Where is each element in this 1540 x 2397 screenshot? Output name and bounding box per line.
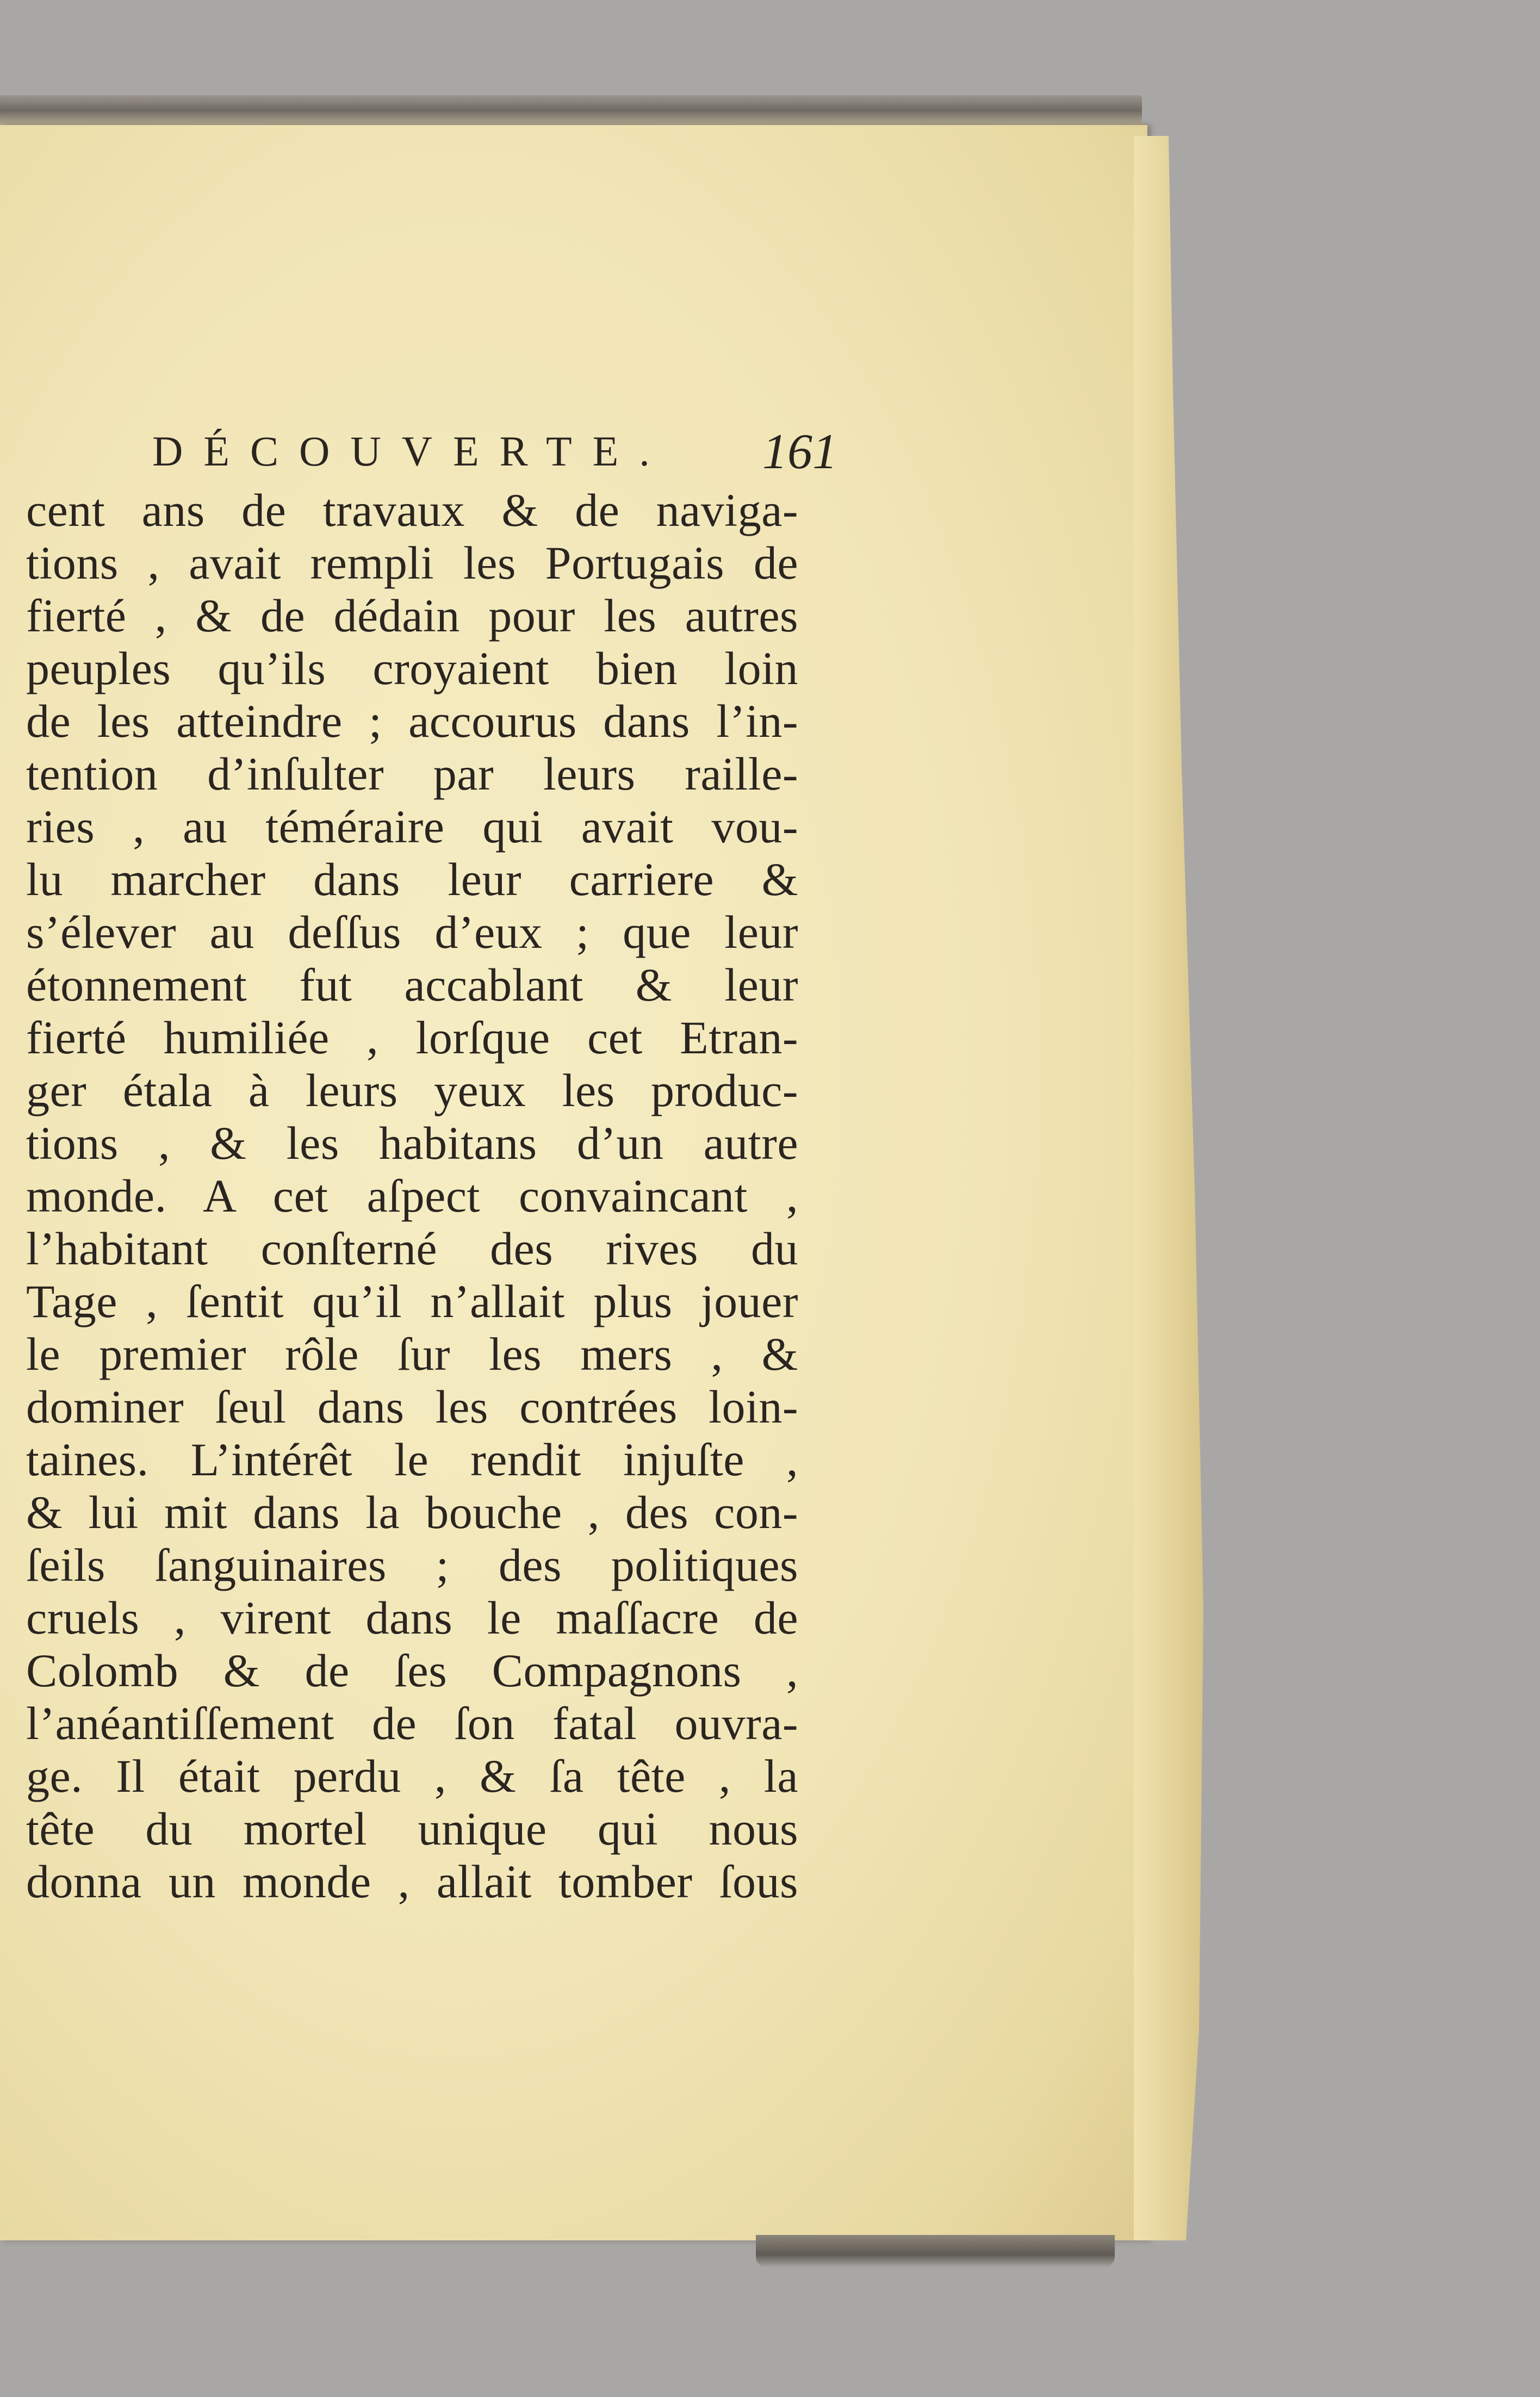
text-line: ſeils ſanguinaires ; des politiques — [26, 1539, 798, 1591]
text-line: fierté humiliée , lorſque cet Etran- — [26, 1011, 798, 1064]
text-line: tions , & les habitans d’un autre — [26, 1117, 798, 1169]
text-line: de les atteindre ; accourus dans l’in- — [26, 695, 798, 747]
running-head: DÉCOUVERTE. — [152, 427, 670, 475]
text-line: peuples qu’ils croyaient bien loin — [26, 642, 798, 694]
text-line: l’habitant conſterné des rives du — [26, 1222, 798, 1275]
text-line: s’élever au deſſus d’eux ; que leur — [26, 906, 798, 958]
text-line: tions , avait rempli les Portugais de — [26, 537, 798, 589]
text-line: le premier rôle ſur les mers , & — [26, 1328, 798, 1380]
book-page — [0, 125, 1147, 2240]
page-number: 161 — [762, 424, 837, 479]
text-line: donna un monde , allait tomber ſous — [26, 1855, 798, 1908]
text-line: l’anéantiſſement de ſon fatal ouvra- — [26, 1697, 798, 1749]
page-bottom-edge — [756, 2235, 1115, 2268]
text-line: tention d’inſulter par leurs raille- — [26, 748, 798, 800]
text-line: fierté , & de dédain pour les autres — [26, 589, 798, 642]
text-line: taines. L’intérêt le rendit injuſte , — [26, 1433, 798, 1486]
text-line: cent ans de travaux & de naviga- — [26, 484, 798, 536]
text-line: étonnement fut accablant & leur — [26, 959, 798, 1011]
text-line: ger étala à leurs yeux les produc- — [26, 1064, 798, 1116]
text-line: dominer ſeul dans les contrées loin- — [26, 1381, 798, 1433]
text-line: tête du mortel unique qui nous — [26, 1803, 798, 1855]
text-line: Colomb & de ſes Compagnons , — [26, 1644, 798, 1697]
body-text — [26, 484, 798, 1908]
page-right-edge — [1134, 136, 1221, 2240]
text-line: lu marcher dans leur carriere & — [26, 853, 798, 905]
page-header — [152, 419, 837, 484]
text-line: cruels , virent dans le maſſacre de — [26, 1592, 798, 1644]
text-line: monde. A cet aſpect convaincant , — [26, 1170, 798, 1222]
text-line: ge. Il était perdu , & ſa tête , la — [26, 1750, 798, 1802]
text-line: ries , au téméraire qui avait vou- — [26, 800, 798, 853]
text-line: & lui mit dans la bouche , des con- — [26, 1486, 798, 1538]
text-line: Tage , ſentit qu’il n’allait plus jouer — [26, 1275, 798, 1327]
